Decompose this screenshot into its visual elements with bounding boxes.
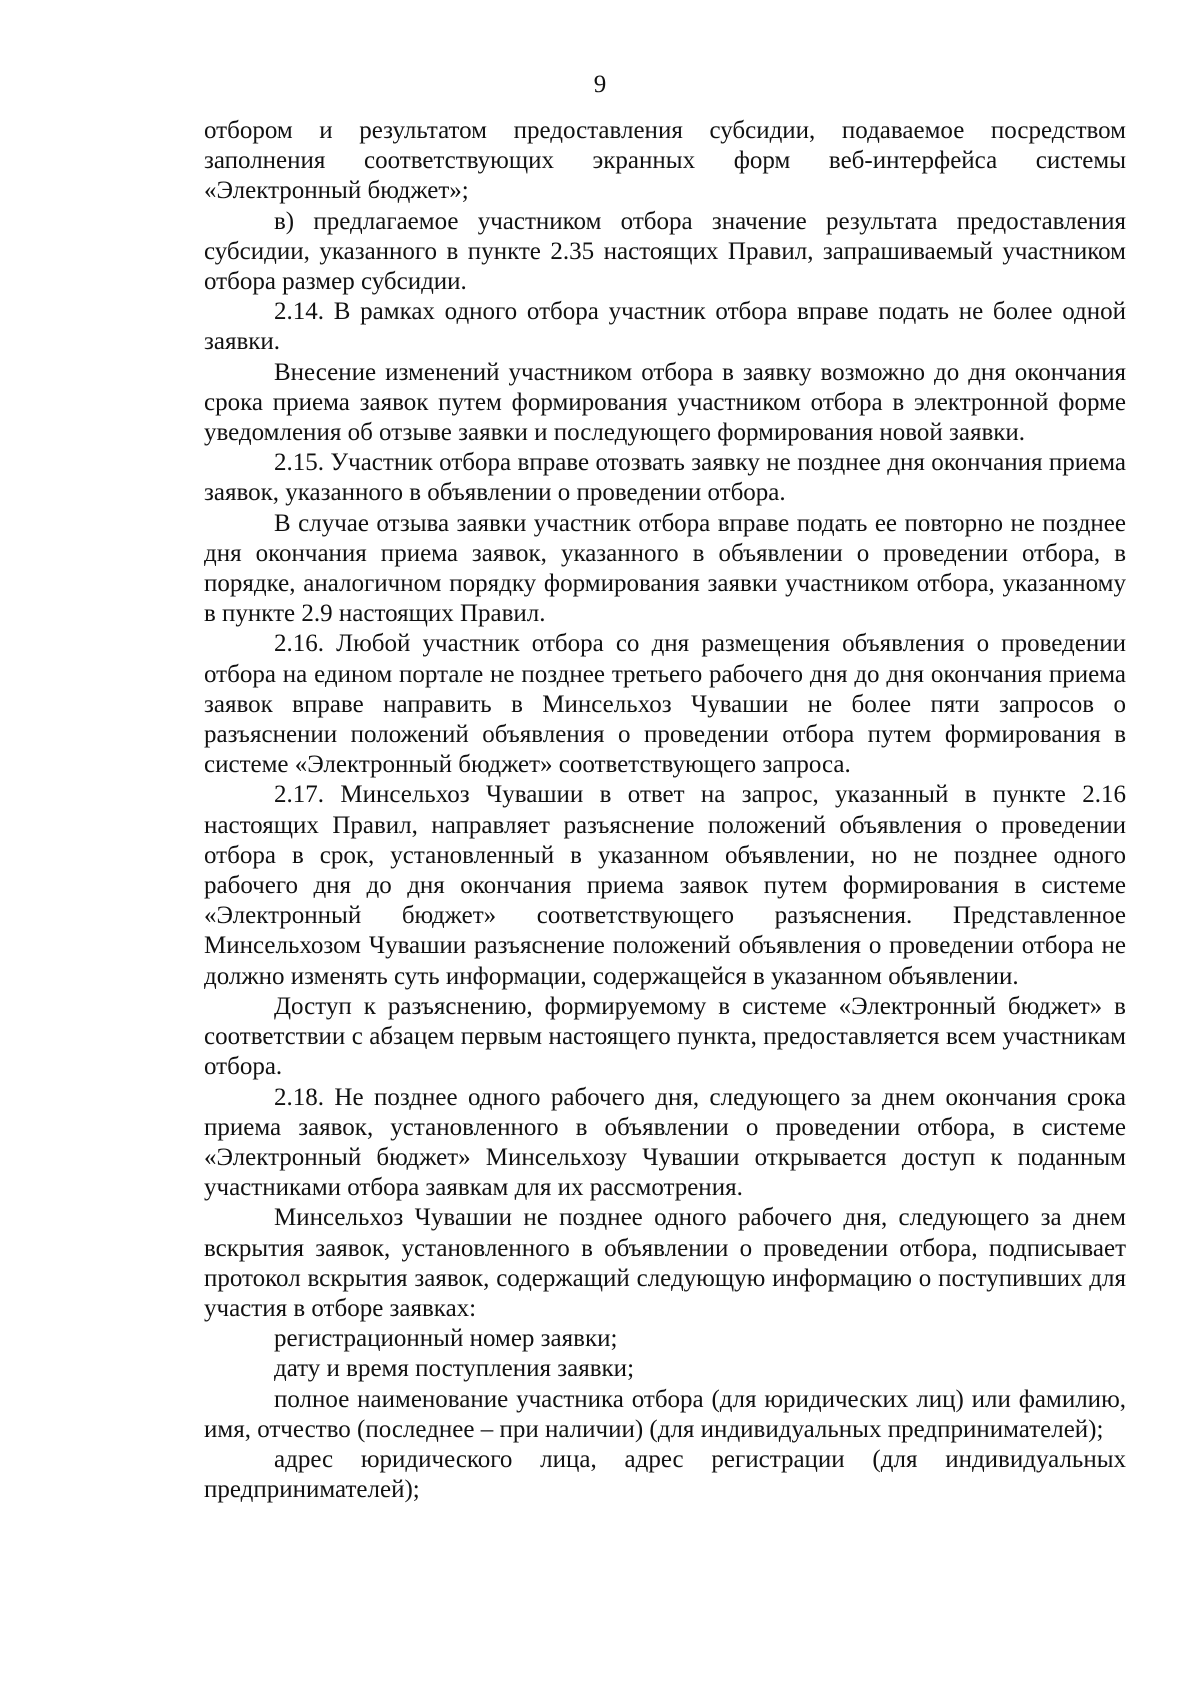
paragraph-withdrawal: В случае отзыва заявки участник отбора вправе подать ее повторно не позднее дня окончания приема заявок, указанного в объявлении о проведении отбора, в порядке, аналогичном порядку формирования заявки участником отбора, указанному в пункте 2.9 настоящих Правил.: [204, 509, 1126, 628]
paragraph-item-v: в) предлагаемое участником отбора значение результата предоставления субсидии, указанного в пункте 2.35 настоящих Правил, запрашиваемый участником отбора размер субсидии.: [204, 207, 1126, 296]
list-item-full-name: полное наименование участника отбора (для юридических лиц) или фамилию, имя, отчество (последнее – при наличии) (для индивидуальных предпринимателей);: [204, 1385, 1126, 1443]
document-body: [204, 116, 1126, 1505]
list-item-registration-number: регистрационный номер заявки;: [274, 1325, 618, 1353]
page-number: 9: [593, 71, 607, 98]
paragraph-2-14: 2.14. В рамках одного отбора участник отбора вправе подать не более одной заявки.: [204, 298, 1126, 356]
paragraph-access: Доступ к разъяснению, формируемому в системе «Электронный бюджет» в соответствии с абзацем первым настоящего пункта, предоставляется всем участникам отбора.: [204, 992, 1126, 1081]
paragraph-protocol: Минсельхоз Чувашии не позднее одного рабочего дня, следующего за днем вскрытия заявок, установленного в объявлении о проведении отбора, подписывает протокол вскрытия заявок, содержащий следующую информацию о поступивших для участия в отборе заявках:: [204, 1204, 1126, 1322]
paragraph-2-17: 2.17. Минсельхоз Чувашии в ответ на запрос, указанный в пункте 2.16 настоящих Правил, направляет разъяснение положений объявления о проведении отбора в срок, установленный в указанном объявлении, но не позднее одного рабочего дня до дня окончания приема заявок путем формирования в системе «Электронный бюджет» соответствующего разъяснения. Представленное Минсельхозом Чувашии разъяснение положений объявления о проведении отбора не должно изменять суть информации, содержащейся в указанном объявлении.: [204, 781, 1126, 990]
paragraph-continuation: отбором и результатом предоставления субсидии, подаваемое посредством заполнения соответствующих экранных форм веб-интерфейса системы «Электронный бюджет»;: [204, 117, 1126, 205]
paragraph-2-18: 2.18. Не позднее одного рабочего дня, следующего за днем окончания срока приема заявок, установленного в объявлении о проведении отбора, в системе «Электронный бюджет» Минсельхозу Чувашии открывается доступ к поданным участниками отбора заявкам для их рассмотрения.: [204, 1083, 1126, 1202]
list-item-date-time: дату и время поступления заявки;: [274, 1355, 635, 1383]
paragraph-2-16: 2.16. Любой участник отбора со дня размещения объявления о проведении отбора на едином портале не позднее третьего рабочего дня до дня окончания приема заявок вправе направить в Минсельхоз Чувашии не более пяти запросов о разъяснении положений объявления о проведении отбора путем формирования в системе «Электронный бюджет» соответствующего запроса.: [204, 630, 1126, 779]
paragraph-changes: Внесение изменений участником отбора в заявку возможно до дня окончания срока приема заявок путем формирования участником отбора в электронной форме уведомления об отзыве заявки и последующего формирования новой заявки.: [204, 358, 1126, 447]
paragraph-2-15: 2.15. Участник отбора вправе отозвать заявку не позднее дня окончания приема заявок, указанного в объявлении о проведении отбора.: [204, 449, 1126, 507]
list-item-address: адрес юридического лица, адрес регистрации (для индивидуальных предпринимателей);: [204, 1445, 1126, 1504]
